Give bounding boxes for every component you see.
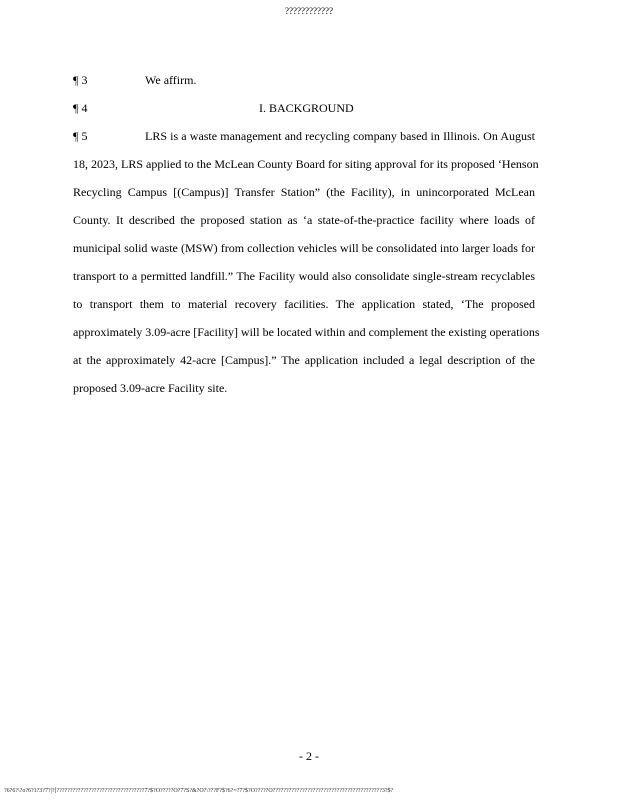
paragraph-3-text: We affirm. <box>145 73 197 87</box>
paragraph-5-line: municipal solid waste (MSW) from collection vehicles will be consolidated into larger loads for <box>73 241 535 255</box>
paragraph-mark-5: ¶ 5 <box>73 129 88 143</box>
paragraph-5-line: County. It described the proposed station as ‘a state-of-the-practice facility where loads of <box>73 213 535 227</box>
paragraph-5-line: at the approximately 42-acre [Campus].” The application included a legal description of the <box>73 353 535 367</box>
footer-code: ?6?6?\?o?6?1?3?7?|?[?????????????????????????????????7?$?O?????O?7?S?&?O?\???F?$?6?=?7?$?O?????O?????????????????????????????????????????3?$? <box>4 788 394 794</box>
page-number: - 2 - <box>299 749 319 763</box>
paragraph-5-line: transport to a permitted landfill.” The Facility would also consolidate single-stream recyclables <box>73 269 535 283</box>
paragraph-5-line: 18, 2023, LRS applied to the McLean County Board for siting approval for its proposed ‘Henson <box>73 157 539 171</box>
paragraph-5-line: proposed 3.09-acre Facility site. <box>73 381 228 395</box>
paragraph-5-line: approximately 3.09-acre [Facility] will be located within and complement the existing operations <box>73 325 540 339</box>
paragraph-5-line: LRS is a waste management and recycling company based in Illinois. On August <box>145 129 535 143</box>
paragraph-mark-4: ¶ 4 <box>73 101 88 115</box>
paragraph-5-line: Recycling Campus [(Campus)] Transfer Station” (the Facility), in unincorporated McLean <box>73 185 535 199</box>
section-heading: I. BACKGROUND <box>259 101 354 115</box>
paragraph-mark-3: ¶ 3 <box>73 73 88 87</box>
paragraph-5-line: to transport them to material recovery facilities. The application stated, ‘The proposed <box>73 297 535 311</box>
header-code: ???????????? <box>285 6 333 16</box>
